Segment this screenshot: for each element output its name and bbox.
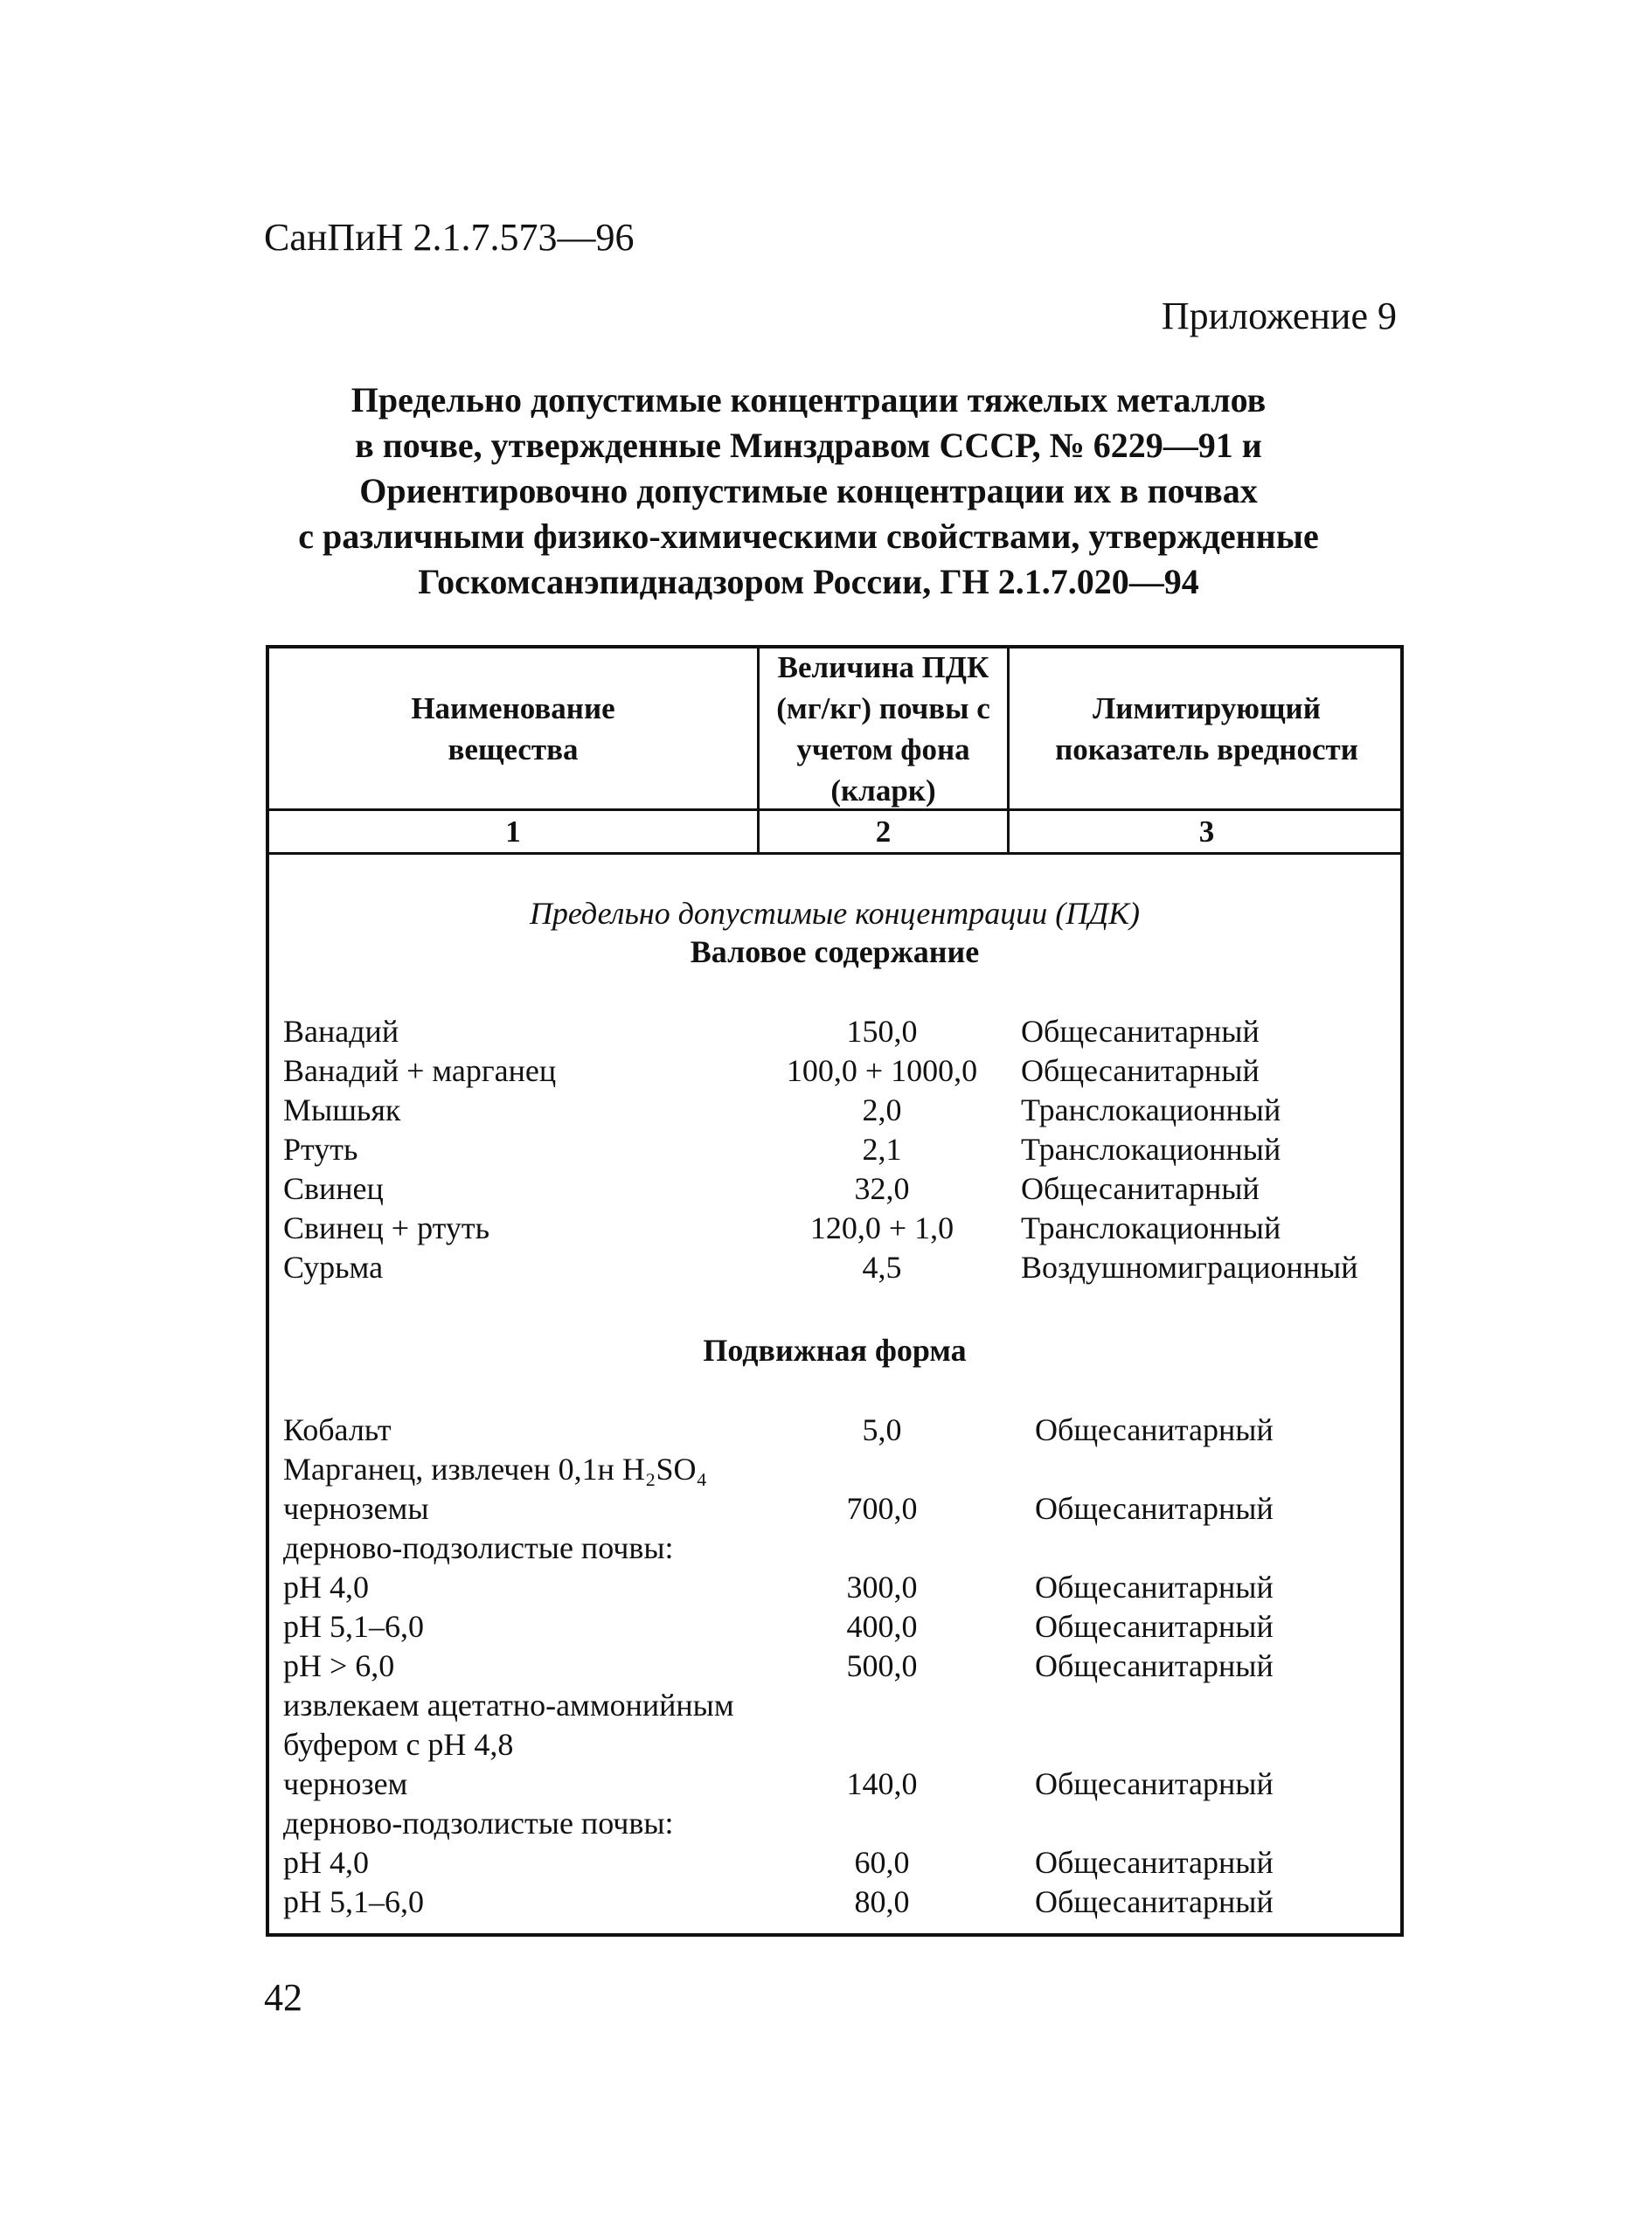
limiting-indicator: Общесанитарный — [1035, 1412, 1274, 1447]
title-line: Ориентировочно допустимые концентрации их в почвах — [359, 471, 1258, 510]
substance-name: буфером с pH 4,8 — [283, 1727, 514, 1762]
limiting-indicator: Транслокационный — [1021, 1092, 1281, 1127]
table-row — [269, 1091, 1400, 1129]
substance-name: pH > 6,0 — [283, 1648, 395, 1683]
substance-name: Сурьма — [283, 1250, 384, 1285]
appendix-label: Приложение 9 — [1161, 295, 1397, 337]
table-row — [269, 1130, 1400, 1168]
substance-name: Ванадий + марганец — [283, 1053, 557, 1088]
title-line: Госкомсанэпиднадзором России, ГН 2.1.7.020—94 — [418, 562, 1199, 601]
substance-name: pH 5,1–6,0 — [283, 1884, 424, 1919]
pdk-value: 140,0 — [846, 1766, 918, 1801]
limiting-indicator: Общесанитарный — [1035, 1648, 1274, 1683]
table-row — [269, 1489, 1400, 1528]
table-row — [269, 1804, 1400, 1842]
substance-name: pH 4,0 — [283, 1845, 369, 1880]
limiting-indicator: Общесанитарный — [1035, 1884, 1274, 1919]
pdk-value: 150,0 — [846, 1014, 918, 1049]
header-substance: Наименование вещества — [411, 691, 615, 766]
mobile-form-heading: Подвижная форма — [703, 1333, 967, 1368]
pdk-value: 120,0 + 1,0 — [809, 1210, 954, 1245]
pdk-value: 400,0 — [846, 1609, 918, 1644]
limiting-indicator: Общесанитарный — [1021, 1053, 1260, 1088]
table-row — [269, 1686, 1400, 1724]
pdk-value: 80,0 — [854, 1884, 910, 1919]
substance-name: извлекаем ацетатно-аммонийным — [283, 1688, 734, 1723]
substance-name: Ванадий — [283, 1014, 399, 1049]
substance-name: Свинец + ртуть — [283, 1210, 490, 1245]
table-row — [269, 1411, 1400, 1449]
pdk-value: 32,0 — [854, 1171, 910, 1206]
substance-name: черноземы — [283, 1491, 429, 1526]
page-number: 42 — [264, 1976, 302, 2019]
substance-name: чернозем — [283, 1766, 408, 1801]
substance-name: pH 4,0 — [283, 1570, 369, 1605]
limiting-indicator: Воздушномиграционный — [1021, 1250, 1358, 1285]
pdk-value: 60,0 — [854, 1845, 910, 1880]
header-indicator: Лимитирующий показатель вредности — [1055, 691, 1358, 766]
substance-name: Марганец, извлечен 0,1н H₂SO₄ — [283, 1452, 708, 1487]
limiting-indicator: Общесанитарный — [1035, 1845, 1274, 1880]
pdk-value: 5,0 — [862, 1412, 902, 1447]
table-row — [269, 1843, 1400, 1882]
document-title — [219, 378, 1399, 605]
limiting-indicator: Общесанитарный — [1035, 1570, 1274, 1605]
pdk-value: 700,0 — [846, 1491, 918, 1526]
column-number: 1 — [505, 815, 521, 849]
substance-name: Свинец — [283, 1171, 384, 1206]
table-row — [269, 1248, 1400, 1286]
limiting-indicator: Общесанитарный — [1035, 1609, 1274, 1644]
pdk-value: 2,0 — [862, 1092, 902, 1127]
table-row — [269, 1883, 1400, 1921]
pdk-value: 500,0 — [846, 1648, 918, 1683]
section-title: Предельно допустимые концентрации (ПДК) — [529, 896, 1141, 931]
table-row — [269, 1209, 1400, 1247]
table-row — [269, 1765, 1400, 1803]
limiting-indicator: Общесанитарный — [1035, 1766, 1274, 1801]
pdk-table — [266, 645, 1404, 1937]
limiting-indicator: Транслокационный — [1021, 1132, 1281, 1167]
limiting-indicator: Транслокационный — [1021, 1210, 1281, 1245]
pdk-value: 300,0 — [846, 1570, 918, 1605]
header-pdk-value: Величина ПДК (мг/кг) почвы с учетом фона (кларк) — [776, 650, 990, 808]
table-row — [269, 1647, 1400, 1685]
limiting-indicator: Общесанитарный — [1021, 1171, 1260, 1206]
title-line: Предельно допустимые концентрации тяжелых металлов — [351, 380, 1267, 420]
table-row — [269, 1169, 1400, 1208]
pdk-value: 100,0 + 1000,0 — [786, 1053, 978, 1088]
substance-name: pH 5,1–6,0 — [283, 1609, 424, 1644]
table-row — [269, 1450, 1400, 1488]
document-code: СанПиН 2.1.7.573—96 — [264, 216, 635, 259]
table-row — [269, 1607, 1400, 1646]
table-row — [269, 1012, 1400, 1051]
column-number: 3 — [1198, 815, 1215, 849]
substance-name: дерново-подзолистые почвы: — [283, 1530, 674, 1565]
substance-name: Мышьяк — [283, 1092, 401, 1127]
table-row — [269, 1725, 1400, 1764]
substance-name: Кобальт — [283, 1412, 392, 1447]
substance-name: Ртуть — [283, 1132, 358, 1167]
pdk-value: 2,1 — [862, 1132, 902, 1167]
title-line: с различными физико-химическими свойствами, утвержденные — [298, 517, 1319, 556]
column-number: 2 — [875, 815, 892, 849]
title-line: в почве, утвержденные Минздравом СССР, № 6229—91 и — [355, 426, 1262, 465]
gross-content-heading: Валовое содержание — [690, 934, 980, 969]
substance-name: дерново-подзолистые почвы: — [283, 1806, 674, 1841]
pdk-value: 4,5 — [862, 1250, 902, 1285]
table-row — [269, 1051, 1400, 1090]
table-row — [269, 1529, 1400, 1567]
limiting-indicator: Общесанитарный — [1021, 1014, 1260, 1049]
table-row — [269, 1568, 1400, 1606]
limiting-indicator: Общесанитарный — [1035, 1491, 1274, 1526]
